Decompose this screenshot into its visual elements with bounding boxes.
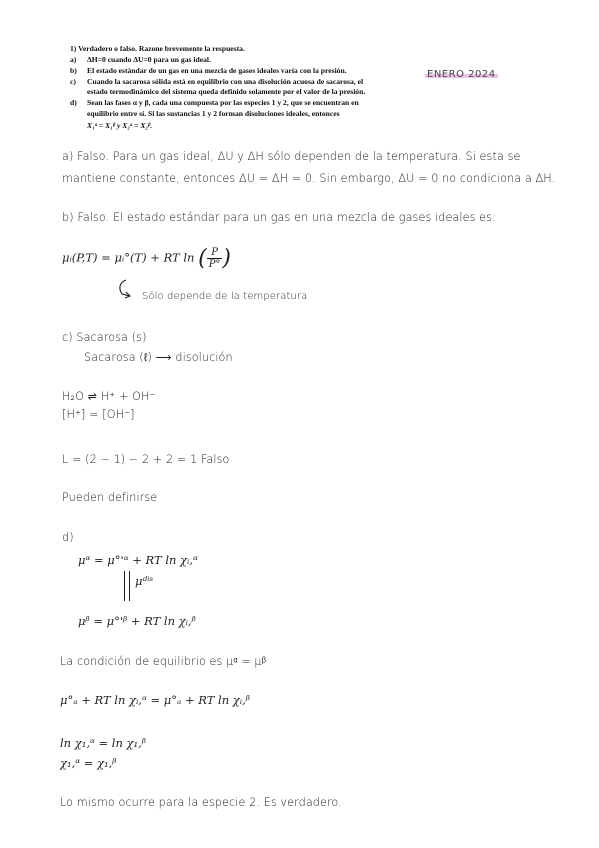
question-block [70,44,430,134]
equilibrium-double-bar [124,571,130,601]
right-paren: ) [222,246,232,271]
answer-a-line2: mantiene constante, entonces ΔU = ΔH = 0. Sin embargo, ΔU = 0 no condiciona a ΔH. [62,172,556,185]
answer-a-line1: a) Falso. Para un gas ideal, ΔU y ΔH sólo dependen de la temperatura. Si esta se [62,150,521,163]
answer-d-eq5: χ₁,ᵅ = χ₁,ᵝ [60,756,117,770]
answer-d-eq1: μᵅ = μ°'ᵅ + RT ln χᵢ,ᵅ [78,553,198,567]
item-d-label: d) [70,98,77,107]
answer-c-eq2: [H⁺] = [OH⁻] [62,408,135,421]
fraction-denominator: P° [208,259,221,270]
answer-d-eq2: μᵝ = μ°'ᵝ + RT ln χᵢ,ᵝ [78,614,196,628]
answer-d-label: d) [62,531,74,544]
item-a-text: ΔH=0 cuando ΔU=0 para un gas ideal. [87,55,211,64]
answer-b-note: Sólo depende de la temperatura [142,291,308,302]
answer-d-dis: μᵈⁱˢ [135,574,154,588]
answer-c-line2: Sacarosa (ℓ) ⟶ disolución [84,351,233,364]
item-c-text: Cuando la sacarosa sólida está en equilibrio con una disolución acuosa de sacarosa, el [87,77,364,86]
item-c-text-cont: estado termodinámico del sistema queda definido solamente por el valor de la presión. [87,87,366,96]
answer-d-line1: La condición de equilibrio es μᵅ = μᵝ [60,655,267,668]
item-d-text-cont: equilibrio entre sí. Si las sustancias 1 y 2 forman disoluciones ideales, entonces [87,109,340,118]
curved-arrow-icon [114,278,136,300]
answer-c-line3: Pueden definirse [62,491,158,504]
answer-c-line1: c) Sacarosa (s) [62,331,147,344]
answer-d-line2: Lo mismo ocurre para la especie 2. Es verdadero. [60,796,342,809]
header-stamp: ENERO 2024 [427,69,496,80]
left-paren: ( [198,246,207,271]
answer-c-eq1: H₂O ⇌ H⁺ + OH⁻ [62,390,156,403]
item-b-label: b) [70,66,77,75]
answer-b-eq-lhs: μᵢ(P,T) = μᵢ°(T) + RT ln [62,250,195,265]
answer-d-eq3: μ°ₐ + RT ln χᵢ,ᵅ = μ°ₐ + RT ln χᵢ,ᵝ [60,693,250,707]
item-b-text: El estado estándar de un gas en una mezcla de gases ideales varía con la presión. [87,66,347,75]
fraction-numerator: P [207,247,223,259]
item-d-text: Sean las fases α y β, cada una compuesta por las especies 1 y 2, que se encuentran en [87,98,359,107]
item-c-label: c) [70,77,76,86]
answer-c-eq3: L = (2 − 1) − 2 + 2 = 1 Falso [62,453,230,466]
item-a-label: a) [70,55,77,64]
answer-b-line1: b) Falso. El estado estándar para un gas en una mezcla de gases ideales es: [62,211,496,224]
answer-b-equation [62,246,231,271]
answer-d-eq4: ln χ₁,ᵅ = ln χ₁,ᵝ [60,736,146,750]
pressure-fraction [207,247,223,270]
question-title: 1) Verdadero o falso. Razone brevemente la respuesta. [70,44,245,53]
item-d-formula: X₁ᵅ = X₁ᵝ y X₂ᵅ = X₂ᵝ. [87,121,153,130]
